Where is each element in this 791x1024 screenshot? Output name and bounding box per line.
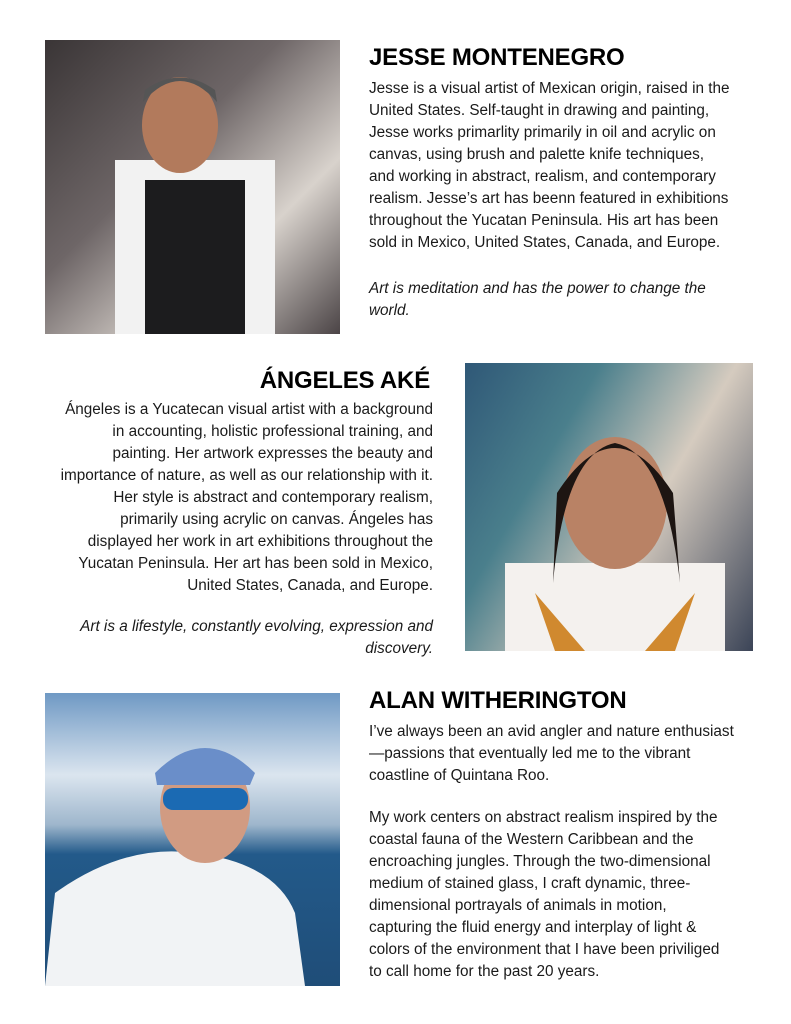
text-line: coastal fauna of the Western Caribbean and the — [369, 831, 694, 848]
text-line: sold in Mexico, United States, Canada, and Europe. — [369, 234, 721, 251]
artist-bio — [369, 78, 730, 254]
text-line: Art is a lifestyle, constantly evolving, expression and — [80, 618, 433, 635]
text-line: Jesse works primarlity primarily in oil and acrylic on — [369, 124, 716, 141]
text-line: discovery. — [365, 640, 433, 657]
artist-name: ÁNGELES AKÉ — [259, 367, 430, 394]
text-line: Art is meditation and has the power to change the — [369, 280, 706, 297]
text-line: dimensional portrayals of animals in motion, — [369, 897, 667, 914]
text-line: capturing the fluid energy and interplay of light & — [369, 919, 697, 936]
text-line: United States, Canada, and Europe. — [187, 577, 433, 594]
text-line: colors of the environment that I have been priviliged — [369, 941, 720, 958]
text-line: Jesse is a visual artist of Mexican origin, raised in the — [369, 80, 730, 97]
text-line: coastline of Quintana Roo. — [369, 767, 550, 784]
text-line: world. — [369, 302, 410, 319]
portrait-illustration — [465, 363, 753, 651]
text-line: Ángeles is a Yucatecan visual artist with a background — [65, 401, 433, 418]
text-line: medium of stained glass, I craft dynamic, three- — [369, 875, 691, 892]
portrait-illustration — [45, 693, 340, 986]
text-line: to call home for the past 20 years. — [369, 963, 600, 980]
text-line: and working in abstract, realism, and contemporary — [369, 168, 716, 185]
text-line: Her style is abstract and contemporary realism, — [113, 489, 433, 506]
text-line: —passions that eventually led me to the vibrant — [369, 745, 691, 762]
artist-name: JESSE MONTENEGRO — [369, 44, 625, 71]
artist-bio — [369, 721, 734, 787]
text-line: throughout the Yucatan Peninsula. His art has been — [369, 212, 719, 229]
artist-name: ALAN WITHERINGTON — [369, 687, 627, 714]
text-line: Yucatan Peninsula. Her art has been sold in Mexico, — [78, 555, 433, 572]
text-line: realism. Jesse’s art has beenn featured in exhibitions — [369, 190, 729, 207]
text-line: displayed her work in art exhibitions throughout the — [87, 533, 433, 550]
text-line: United States. Self-taught in drawing and painting, — [369, 102, 710, 119]
artist-bio-continued — [369, 807, 719, 983]
jesse-montenegro-photo — [45, 40, 340, 334]
text-line: painting. Her artwork expresses the beauty and — [112, 445, 433, 462]
text-line: encroaching jungles. Through the two-dimensional — [369, 853, 711, 870]
portrait-illustration — [45, 40, 340, 334]
artist-quote — [369, 278, 706, 322]
alan-witherington-photo — [45, 693, 340, 986]
text-line: primarily using acrylic on canvas. Ángeles has — [120, 511, 433, 528]
artist-quote — [80, 616, 433, 660]
text-line: canvas, using brush and palette knife techniques, — [369, 146, 705, 163]
text-line: My work centers on abstract realism inspired by the — [369, 809, 718, 826]
text-line: in accounting, holistic professional training, and — [112, 423, 433, 440]
angeles-ake-photo — [465, 363, 753, 651]
text-line: importance of nature, as well as our relationship with it. — [60, 467, 433, 484]
text-line: I’ve always been an avid angler and nature enthusiast — [369, 723, 734, 740]
artist-bio — [61, 399, 433, 597]
